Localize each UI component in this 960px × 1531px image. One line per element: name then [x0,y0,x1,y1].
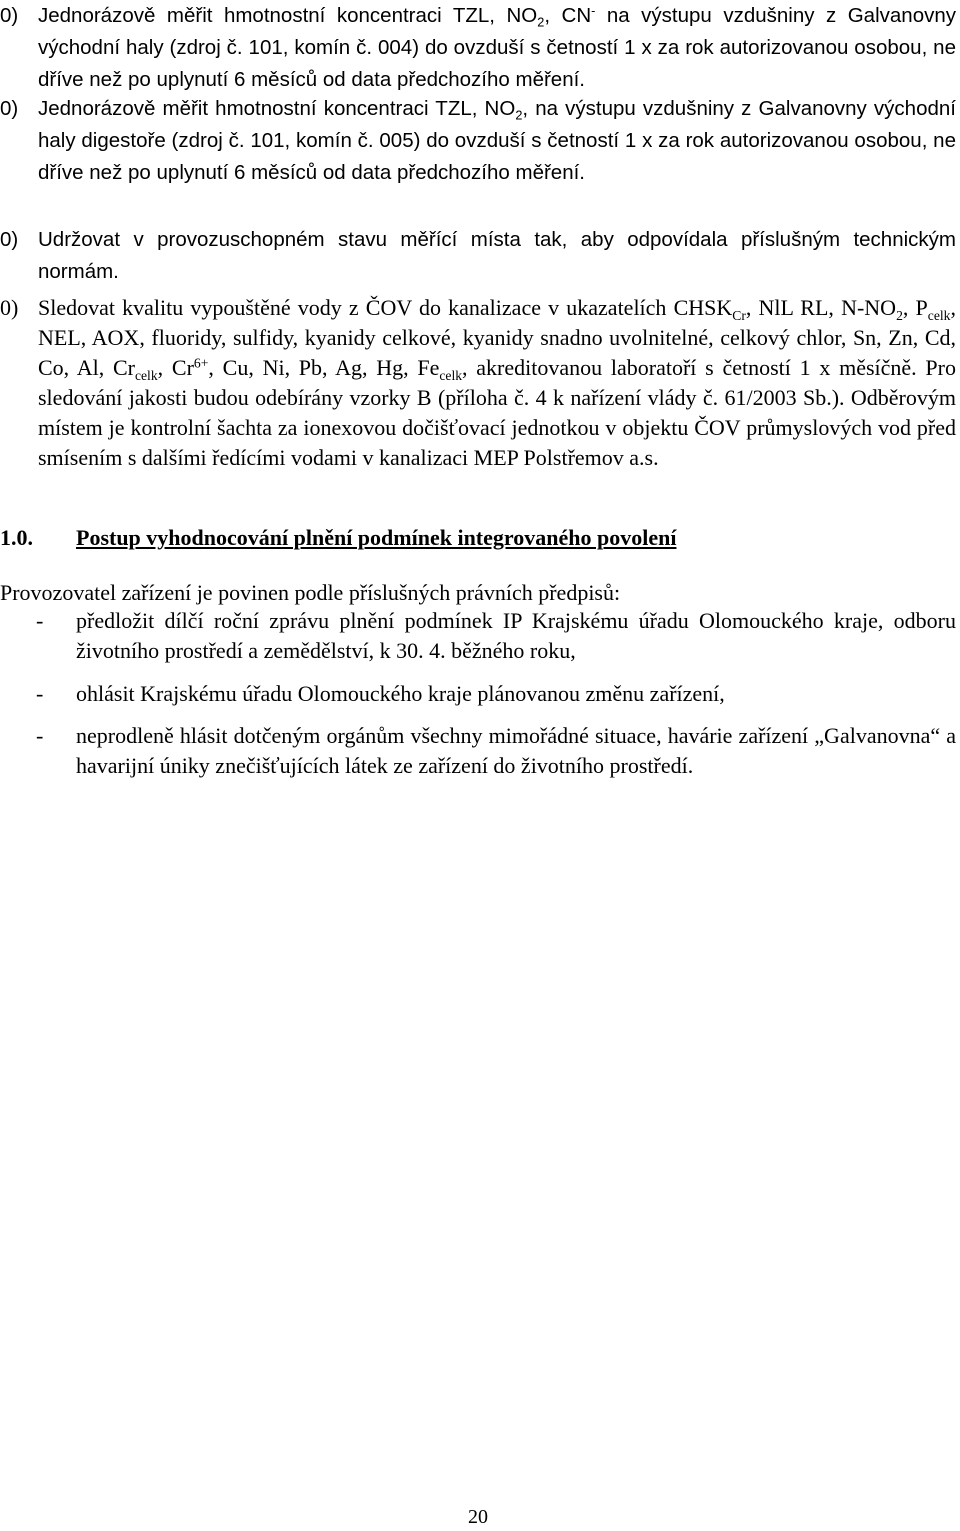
list-item [0,93,956,189]
list-item [0,0,956,96]
bullet-dash: - [36,681,44,706]
bullet-item [0,606,956,666]
bullet-text: neprodleně hlásit dotčeným orgánům všechny mimořádné situace, havárie zařízení „Galvanovna“ a havarijní úniky znečišťujících látek ze zařízení do životního prostředí. [76,723,956,778]
item-number: 0) [0,97,19,120]
item-number: 0) [0,4,19,27]
intro-paragraph: Provozovatel zařízení je povinen podle příslušných právních předpisů: [0,580,621,605]
item-text: Sledovat kvalitu vypouštěné vody z ČOV do kanalizace v ukazatelích $CHSK_{Cr}$, NlL RL, $N-NO_2$, $P_{celk}$, NEL, AOX, fluoridy, sulfidy, kyanidy celkové, kyanidy snadno uvolnitelné, celkový chlor, Sn, Zn, Cd, Co, Al, $Cr_{celk}$, $Cr^{6+}$, Cu, Ni, Pb, Ag, Hg, $Fe_{celk}$, akreditovanou laboratoří s četností 1 x měsíčně. Pro sledování jakosti budou odebírány vzorky B (příloha č. 4 k nařízení vlády č. 61/2003 Sb.). Odběrovým místem je kontrolní šachta za ionexovou dočišťovací jednotkou v objektu ČOV průmyslových vod před smísením s dalšími ředícími vodami v kanalizaci MEP Polstřemov a.s. [38,295,956,470]
page-number: 20 [468,1506,488,1528]
item-number: 0) [0,295,19,320]
item-text: Jednorázově měřit hmotnostní koncentraci TZL, $NO_2$, na výstupu vzdušniny z Galvanovny východní haly digestoře (zdroj č. 101, komín č. 005) do ovzduší s četností 1 x za rok autorizovanou osobou, ne dříve než po uplynutí 6 měsíců od data předchozího měření. [38,97,956,184]
item-text: Udržovat v provozuschopném stavu měřící místa tak, aby odpovídala příslušným technickým normám. [38,228,956,283]
bullet-item [0,679,956,709]
item-number: 0) [0,228,19,251]
list-item [0,224,956,288]
section-heading [0,523,956,553]
bullet-dash: - [36,608,44,633]
bullet-text: ohlásit Krajskému úřadu Olomouckého kraje plánovanou změnu zařízení, [76,681,725,706]
bullet-dash: - [36,723,44,748]
item-text: Jednorázově měřit hmotnostní koncentraci TZL, $NO_2$, CN- na výstupu vzdušniny z Galvanovny východní haly (zdroj č. 101, komín č. 004) do ovzduší s četností 1 x za rok autorizovanou osobou, ne dříve než po uplynutí 6 měsíců od data předchozího měření. [38,3,956,91]
section-number: 1.0. [0,525,33,550]
bullet-text: předložit dílčí roční zprávu plnění podmínek IP Krajskému úřadu Olomouckého kraje, odboru životního prostředí a zemědělství, k 30. 4. běžného roku, [76,608,956,663]
list-item [0,293,956,473]
bullet-item [0,721,956,781]
section-title: Postup vyhodnocování plnění podmínek integrovaného povolení [76,525,677,550]
